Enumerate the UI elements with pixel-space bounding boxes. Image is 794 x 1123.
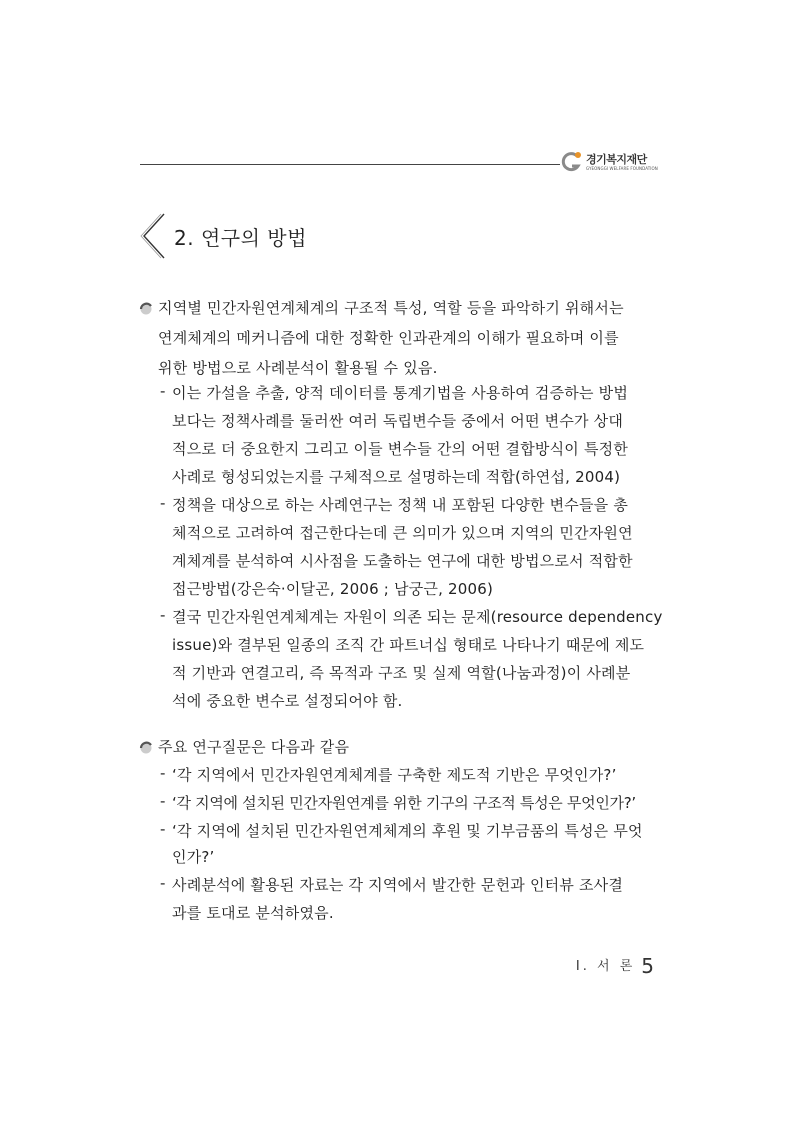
sub-item-line: 결국 민간자원연계체계는 자원이 의존 되는 문제(resource dependency [172,608,663,626]
dash-marker: - [160,494,166,512]
sub-item-line: 적으로 더 중요한지 그리고 이들 변수들 간의 어떤 결합방식이 특정한 [172,440,629,458]
sub-item-line: 이는 가설을 추출, 양적 데이터를 통계기법을 사용하여 검증하는 방법 [172,384,629,402]
sub-item-line: 보다는 정책사례를 둘러싼 여러 독립변수들 중에서 어떤 변수가 상대 [172,412,624,430]
section-title: 2. 연구의 방법 [174,226,307,250]
sub-item-line: 정책을 대상으로 하는 사례연구는 정책 내 포함된 다양한 변수들을 총 [172,496,629,514]
sub-item-line: ‘각 지역에 설치된 민간자원연계를 위한 기구의 구조적 특성은 무엇인가?’ [172,794,636,812]
bullet-text-line: 위한 방법으로 사례분석이 활용될 수 있음. [158,359,438,377]
sub-item-line: 계체계를 분석하여 시사점을 도출하는 연구에 대한 방법으로서 적합한 [172,552,633,570]
dash-marker: - [160,764,166,782]
dash-marker: - [160,606,166,624]
bullet-icon [138,300,154,316]
sub-item-line: 적 기반과 연결고리, 즉 목적과 구조 및 실제 역할(나눔과정)이 사례분 [172,664,631,682]
dash-marker: - [160,874,166,892]
page-footer [576,954,654,978]
chapter-label: Ⅰ. 서 론 [575,959,636,974]
page-number: 5 [641,954,654,978]
sub-item-line: ‘각 지역에서 민간자원연계체계를 구축한 제도적 기반은 무엇인가?’ [172,766,617,784]
header-rule [140,164,560,165]
dash-marker: - [160,382,166,400]
dash-marker: - [160,792,166,810]
sub-item-line: 인가?’ [172,848,215,866]
bullet-icon [138,739,154,755]
sub-item-line: 체적으로 고려하여 접근한다는데 큰 의미가 있으며 지역의 민간자원연 [172,524,633,542]
sub-item-line: ‘각 지역에 설치된 민간자원연계체계의 후원 및 기부금품의 특성은 무엇 [172,822,643,840]
sub-item-line: 사례분석에 활용된 자료는 각 지역에서 발간한 문헌과 인터뷰 조사결 [172,876,624,894]
foundation-logo [560,148,660,178]
bullet-text-line: 지역별 민간자원연계체계의 구조적 특성, 역할 등을 파악하기 위해서는 [158,299,624,317]
sub-item-line: 접근방법(강은숙·이달곤, 2006 ; 남궁근, 2006) [172,580,494,598]
foundation-name-en: GYEONGGI WELFARE FOUNDATION [586,166,658,171]
sub-item-line: 사례로 형성되었는지를 구체적으로 설명하는데 적합(하연섭, 2004) [172,468,621,486]
dash-marker: - [160,820,166,838]
sub-item-line: issue)와 결부된 일종의 조직 간 파트너십 형태로 나타나기 때문에 제도 [172,636,645,654]
foundation-name-kr: 경기복지재단 [586,153,647,166]
sub-item-line: 석에 중요한 변수로 설정되어야 함. [172,692,403,710]
bullet-text-line: 주요 연구질문은 다음과 같음 [158,738,350,756]
sub-item-line: 과를 토대로 분석하였음. [172,904,334,922]
bullet-text-line: 연계체계의 메커니즘에 대한 정확한 인과관계의 이해가 필요하며 이를 [158,329,619,347]
foundation-logo-icon [560,150,584,174]
